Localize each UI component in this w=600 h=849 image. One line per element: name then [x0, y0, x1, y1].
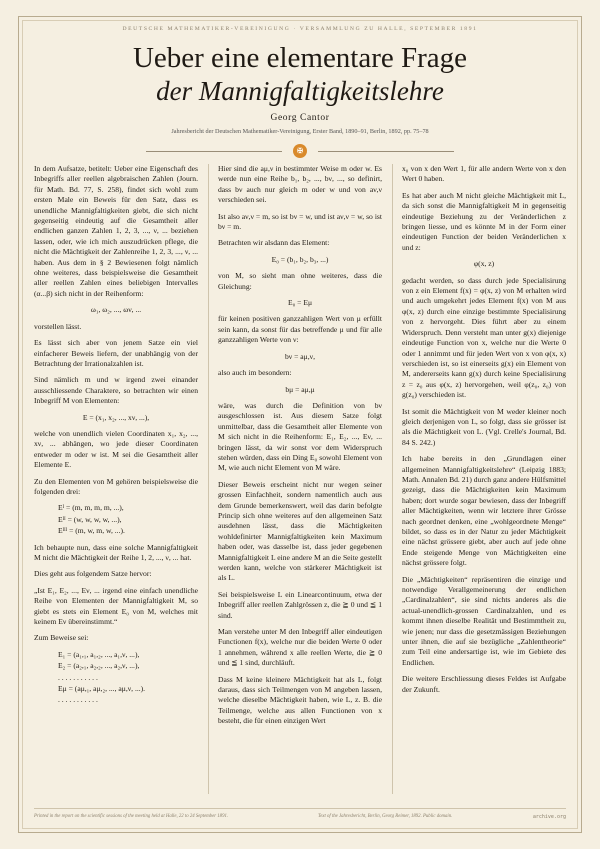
equation: E₁ = (a₁,₁, a₁,₂, ..., a₁,ν, ...), — [58, 649, 140, 659]
equation: Eᴵᴵ = (w, w, w, w, ...), — [58, 514, 122, 524]
paragraph: gedacht werden, so dass durch jede Specialisirung von z ein Element f(x) = φ(x, z) von M erhalten wird und auch umgekehrt jedes Element f(x) von M aus φ(x, z) durch eine einzige bestimmte Specialisirung von z hervorgeht. Dies führt aber zu einem Widerspruch. Denn versteht man unter g(x) diejenige eindeutige Function von x, welche nur die Werte 0 oder 1 annimmt und für jeden Wert von x von φ(x, x) verschieden ist, so ist einerseits g(x) ein Element von M, andererseits kann g(x) durch keine Specialisirung z = z₀ aus φ(x, z) hervorgehen, weil φ(z₀, z₀) von g(z₀) verschieden ist. — [402, 275, 566, 400]
paragraph: Sind nämlich m und w irgend zwei einander ausschliessende Charaktere, so betrachten wir einen Inbegriff M von Elementen: — [34, 375, 198, 406]
paragraph: Die weitere Erschliessung dieses Feldes ist Aufgabe der Zukunft. — [402, 674, 566, 694]
column-divider — [392, 164, 393, 794]
article-title: Ueber eine elementare Frage — [132, 42, 468, 74]
text-column-2 — [218, 164, 382, 733]
paragraph: wäre, was durch die Definition von bν ausgeschlossen ist. Aus diesem Satze folgt unmittelbar, dass die Gesamtheit aller Elemente von M sich nicht in die Reihenform: E₁, E₂, ..., Eν, ... bringen lässt, da wir sonst vor dem Widerspruch stehen würden, dass ein Ding E₀ sowohl Element von M, wie auch nicht Element von M wäre. — [218, 400, 382, 473]
paragraph: Dass M keine kleinere Mächtigkeit hat als L, folgt daraus, dass sich Teilmengen von M angeben lassen, welche dieselbe Mächtigkeit haben, wie L, z. B. die Teilmenge, welche aus allen Functionen von x besteht, die für einen einzigen Wert — [218, 674, 382, 726]
column-divider — [208, 164, 209, 794]
equation: . . . . . . . . . . . — [58, 695, 98, 705]
equation: Eᴵ = (m, m, m, m, ...), — [58, 503, 124, 513]
paragraph: Dies geht aus folgendem Satze hervor: — [34, 569, 152, 579]
equation: E₂ = (a₂,₁, a₂,₂, ..., a₂,ν, ...), — [58, 661, 140, 671]
footer-note-left: Printed in the report on the scientific sessions of the meeting held at Halle, 22 to 24 September 1891. — [34, 814, 229, 819]
footer-source-link[interactable]: archive.org — [532, 814, 566, 820]
equation: E = (x₁, x₂, ..., xν, ...), — [82, 412, 150, 422]
paragraph: Man verstehe unter M den Inbegriff aller eindeutigen Functionen f(x), welche nur die beiden Werte 0 oder 1 annehmen, während x alle reellen Werte, die ≧ 0 und ≦ 1 sind, durchläuft. — [218, 627, 382, 668]
paragraph: Es hat aber auch M nicht gleiche Mächtigkeit mit L, da sich sonst die Mannigfaltigkeit M in gegenseitig eindeutige Beziehung zu der Veränderlichen z bringen liesse, und es könnte M in der Form einer eindeutigen Function der beiden Veränderlichen x und z: — [402, 190, 566, 252]
journal-citation: Jahresbericht der Deutschen Mathematiker-Vereinigung, Erster Band, 1890–91, Berlin, 1892, pp. 75–78 — [171, 128, 429, 135]
paragraph: welche von unendlich vielen Coordinaten x₁, x₂, ..., xν, ... abhängen, wo jede dieser Coordinaten entweder m oder w ist. M sei die Gesamtheit aller Elemente E. — [34, 428, 198, 470]
paragraph: In dem Aufsatze, betitelt: Ueber eine Eigenschaft des Inbegriffs aller reellen algebraischen Zahlen (Journ. für Math. Bd. 77, S. 258), findet sich wohl zum ersten Male ein Beweis für den Satz, dass es unendliche Mannigfaltigkeiten giebt, die sich nicht gegenseitig eindeutig auf die Gesamtheit aller endlichen ganzen Zahlen 1, 2, 3, ..., ν, ... beziehen lassen, oder, wie ich mich auszudrücken pflege, die nicht die Mächtigkeit der Zahlenreihe 1, 2, 3, ..., ν, ... haben. Aus dem in § 2 Bewiesenen folgt nämlich ohne weiteres, dass beispielsweise die Gesamtheit aller reellen Zahlen eines beliebigen Intervalles (α...β) sich nicht in der Reihenform: — [34, 164, 198, 298]
equation: Eᴵᴵᴵ = (m, w, m, w, ...). — [58, 526, 125, 536]
equation: φ(x, z) — [473, 259, 495, 269]
footer-note-center: Text of the Jahresbericht, Berlin, Georg Reimer, 1892. Public domain. — [318, 814, 453, 819]
equation: ω₁, ω₂, ..., ων, ... — [90, 305, 142, 315]
paragraph: „Ist E₁, E₂, ..., Eν, ... irgend eine einfach unendliche Reihe von Elementen der Mannigfaltigkeit M, so giebt es stets ein Element E₀ von M, welches mit keinem Eν übereinstimmt.“ — [34, 585, 198, 627]
paragraph: also auch im besondern: — [218, 368, 292, 378]
paragraph: für keinen positiven ganzzahligen Wert von μ erfüllt sein kann, da sonst für das betreffende μ und für alle ganzzahligen Werte von ν: — [218, 314, 382, 345]
running-header: DEUTSCHE MATHEMATIKER-VEREINIGUNG · VERSAMMLUNG ZU HALLE, SEPTEMBER 1891 — [122, 26, 478, 32]
equation-group — [58, 503, 198, 536]
footer-rule — [34, 808, 566, 809]
article-subtitle: der Mannigfaltigkeitslehre — [156, 76, 444, 106]
equation: bν = aμ,ν, — [285, 351, 315, 361]
paragraph: x₀ von x den Wert 1, für alle andern Werte von x den Wert 0 haben. — [402, 164, 566, 184]
equation: E₀ = (b₁, b₂, b₃, ...) — [271, 254, 329, 264]
paragraph: Ich habe bereits in den „Grundlagen einer allgemeinen Mannigfaltigkeitslehre“ (Leipzig 1883; Math. Annalen Bd. 21) durch ganz andere Hülfsmittel gezeigt, dass die Mächtigkeiten kein Maximum haben; dort wurde sogar bewiesen, dass der Inbegriff aller Mächtigkeiten, wenn wir letztere ihrer Grösse nach geordnet denken, eine „wohlgeordnete Menge“ bildet, so dass es in der Natur zu jeder Mächtigkeit eine nächst grössere giebt, aber auch auf jede ohne Ende steigende Menge von Mächtigkeiten eine nächst grössere folgt. — [402, 454, 566, 568]
equation: . . . . . . . . . . . — [58, 672, 98, 682]
ornament-rule-left — [146, 151, 282, 152]
paragraph: Dieser Beweis erscheint nicht nur wegen seiner grossen Einfachheit, sondern namentlich auch aus dem Grunde bemerkenswert, weil das darin befolgte Princip sich ohne weiteres auf den allgemeinen Satz ausdehnen lässt, dass die Mächtigkeiten wohldefinirter Mannigfaltigkeiten kein Maximum haben oder, was dasselbe ist, dass jeder gegebenen Mannigfaltigkeit L eine andere M an die Seite gestellt werden kann, welche von stärkerer Mächtigkeit ist als L. — [218, 479, 382, 583]
paragraph: Es lässt sich aber von jenem Satze ein viel einfacherer Beweis liefern, der unabhängig von der Betrachtung der Irrationalzahlen ist. — [34, 338, 198, 368]
equation: bμ = aμ,μ — [285, 384, 315, 394]
paragraph: Betrachten wir alsdann das Element: — [218, 238, 330, 248]
paragraph: Zu den Elementen von M gehören beispielsweise die folgenden drei: — [34, 476, 198, 496]
paragraph: vorstellen lässt. — [34, 321, 82, 331]
equation: E₀ = Eμ — [287, 298, 313, 308]
paragraph: Ich behaupte nun, dass eine solche Mannigfaltigkeit M nicht die Mächtigkeit der Reihe 1, 2, ..., ν, ... hat. — [34, 542, 198, 562]
text-column-3 — [402, 164, 566, 701]
equation-group — [58, 650, 198, 706]
equation: Eμ = (aμ,₁, aμ,₂, ..., aμ,ν, ...). — [58, 684, 146, 694]
paragraph: Zum Beweise sei: — [34, 633, 89, 643]
paragraph: Die „Mächtigkeiten“ repräsentiren die einzige und notwendige Verallgemeinerung der endlichen „Cardinalzahlen“, sie sind nichts anderes als die actual-unendlich-grossen Cardinalzahlen, und es kommt ihnen dieselbe Realität und Bestimmtheit zu, wie jenen; nur dass die gesetzmässigen Beziehungen unter ihnen, die auf sie bezügliche „Zahlentheorie“ zum Teil eine andersartige ist, wie im Gebiete des Endlichen. — [402, 574, 566, 667]
paragraph: Ist somit die Mächtigkeit von M weder kleiner noch gleich derjenigen von L, so folgt, dass sie grösser ist als die Mächtigkeit von L. (Vgl. Crelle's Journal, Bd. 84 S. 242.) — [402, 406, 566, 447]
author: Georg Cantor — [270, 113, 330, 123]
cross-ornament-icon: ✠ — [293, 144, 307, 158]
paragraph: Ist also aν,ν = m, so ist bν = w, und ist aν,ν = w, so ist bν = m. — [218, 211, 382, 232]
text-column-1 — [34, 164, 198, 712]
paragraph: von M, so sieht man ohne weiteres, dass die Gleichung: — [218, 271, 382, 291]
ornament-rule-right — [318, 151, 454, 152]
paragraph: Sei beispielsweise L ein Linearcontinuum, etwa der Inbegriff aller reellen Zahlgrössen z, die ≧ 0 und ≦ 1 sind. — [218, 589, 382, 620]
paragraph: Hier sind die aμ,ν in bestimmter Weise m oder w. Es werde nun eine Reihe b₁, b₂, ..., bν, ..., so definirt, dass bν auch nur gleich m oder w und von aν,ν verschieden sei. — [218, 164, 382, 205]
